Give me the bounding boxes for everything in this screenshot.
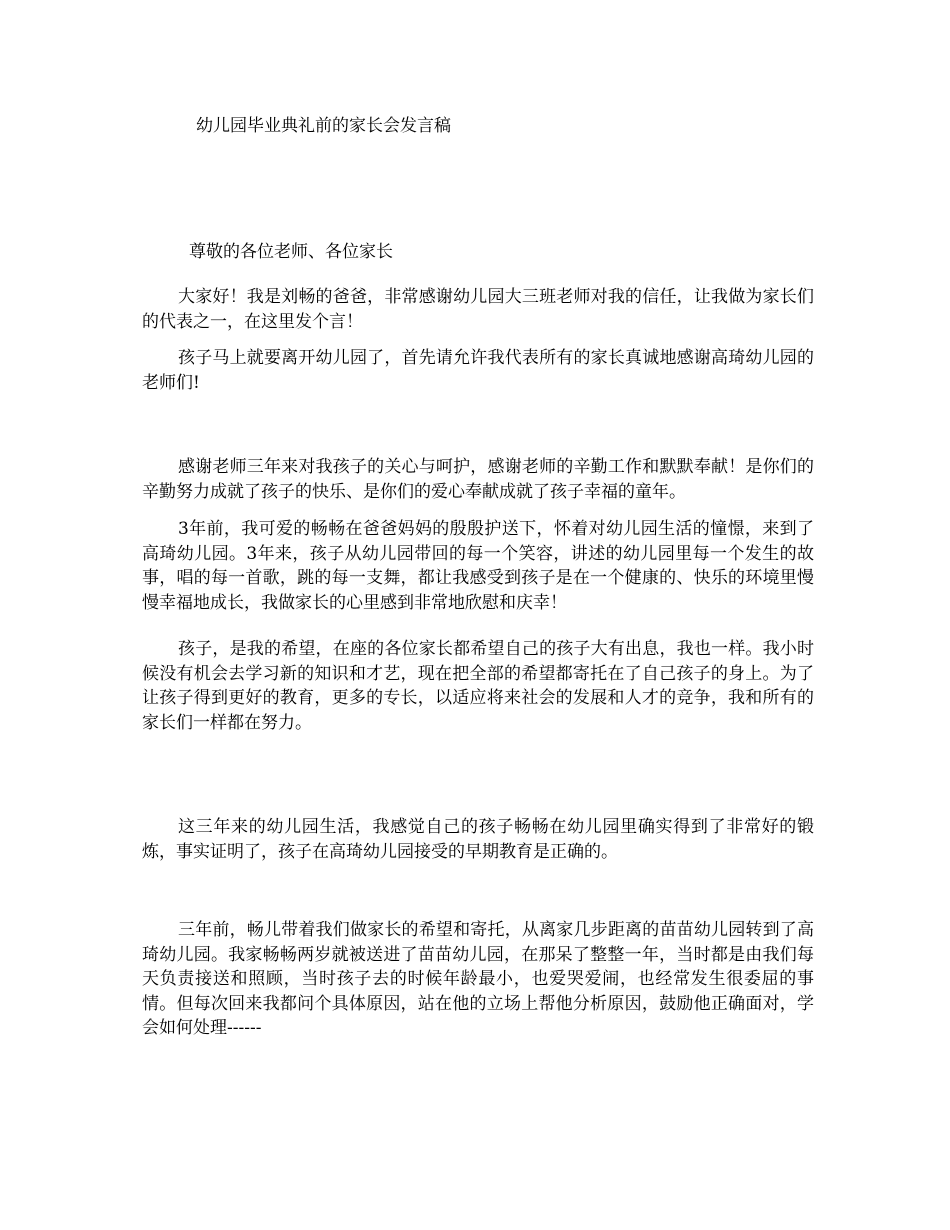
paragraph-greeting: 大家好！我是刘畅的爸爸，非常感谢幼儿园大三班老师对我的信任，让我做为家长们的代表之一，在这里发个言！ xyxy=(142,287,814,332)
document-title: 幼儿园毕业典礼前的家长会发言稿 xyxy=(196,116,451,136)
paragraph-three-years: 3年前，我可爱的畅畅在爸爸妈妈的殷殷护送下，怀着对幼儿园生活的憧憬，来到了高琦幼儿园。3年来，孩子从幼儿园带回的每一个笑容，讲述的幼儿园里每一个发生的故事，唱的每一首歌，跳的每一支舞，都让我感受到孩子是在一个健康的、快乐的环境里慢慢幸福地成长，我做家长的心里感到非常地欣慰和庆幸！ xyxy=(142,519,814,613)
paragraph-thanks-intro: 孩子马上就要离开幼儿园了，首先请允许我代表所有的家长真诚地感谢高琦幼儿园的老师们! xyxy=(142,348,814,393)
salutation: 尊敬的各位老师、各位家长 xyxy=(189,242,393,262)
paragraph-hope: 孩子，是我的希望，在座的各位家长都希望自己的孩子大有出息，我也一样。我小时候没有机会去学习新的知识和才艺，现在把全部的希望都寄托在了自己孩子的身上。为了让孩子得到更好的教育，更多的专长，以适应将来社会的发展和人才的竞争，我和所有的家长们一样都在努力。 xyxy=(142,639,814,733)
paragraph-history: 三年前，畅儿带着我们做家长的希望和寄托，从离家几步距离的苗苗幼儿园转到了高琦幼儿园。我家畅畅两岁就被送进了苗苗幼儿园，在那呆了整整一年，当时都是由我们每天负责接送和照顾，当时孩子去的时候年龄最小，也爱哭爱闹，也经常发生很委屈的事情。但每次回来我都问个具体原因，站在他的立场上帮他分析原因，鼓励他正确面对，学会如何处理------ xyxy=(142,920,814,1038)
paragraph-gratitude: 感谢老师三年来对我孩子的关心与呵护，感谢老师的辛勤工作和默默奉献！是你们的辛勤努力成就了孩子的快乐、是你们的爱心奉献成就了孩子幸福的童年。 xyxy=(142,457,814,502)
paragraph-reflection: 这三年来的幼儿园生活，我感觉自己的孩子畅畅在幼儿园里确实得到了非常好的锻炼，事实证明了，孩子在高琦幼儿园接受的早期教育是正确的。 xyxy=(142,817,814,862)
